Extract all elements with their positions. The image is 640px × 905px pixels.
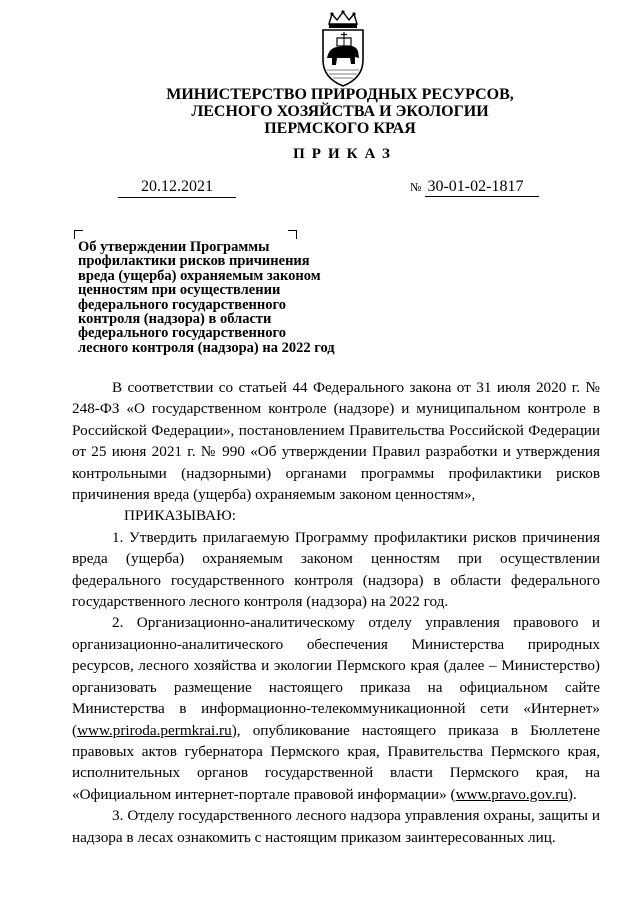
ministry-header <box>120 86 560 137</box>
item-2-text-c: ). <box>567 785 577 803</box>
number-sign: № <box>410 180 422 194</box>
order-item-2 <box>72 612 600 805</box>
subject-corner-left <box>74 230 83 239</box>
order-item-1: 1. Утвердить прилагаемую Программу профилактики рисков причинения вреда (ущерба) охраняемым законом ценностям при осуществлении федерального государственного контроля (надзора) в области федерального государственного лесного контроля (надзора) на 2022 год. <box>72 528 600 611</box>
ministry-name-line-1: МИНИСТЕРСТВО ПРИРОДНЫХ РЕСУРСОВ, <box>166 86 514 103</box>
order-number-block <box>410 178 539 197</box>
order-body <box>72 377 600 848</box>
ministry-name-line-3: ПЕРМСКОГО КРАЯ <box>264 120 416 137</box>
order-date: 20.12.2021 <box>118 178 236 198</box>
preamble-paragraph: В соответствии со статьей 44 Федерального закона от 31 июля 2020 г. № 248-ФЗ «О государственном контроле (надзоре) и муниципальном контроле в Российской Федерации», постановлением Правительства Российской Федерации от 25 июня 2021 г. № 990 «Об утверждении Правил разработки и утверждения контрольными (надзорными) органами программы профилактики рисков причинения вреда (ущерба) охраняемым законом ценностям», <box>72 379 600 504</box>
ministry-name-line-2: ЛЕСНОГО ХОЗЯЙСТВА И ЭКОЛОГИИ <box>191 103 489 120</box>
document-type-title: ПРИКАЗ <box>293 146 397 162</box>
order-number: 30-01-02-1817 <box>425 178 539 197</box>
pravo-portal-link[interactable]: www.pravo.gov.ru <box>455 785 568 803</box>
command-word: ПРИКАЗЫВАЮ: <box>124 507 236 525</box>
subject-corner-right <box>288 230 297 239</box>
order-subject: Об утверждении Программы профилактики рисков причинения вреда (ущерба) охраняемым законом ценностям при осуществлении федерального государственного контроля (надзора) в области федерального государственного лесного контроля (надзора) на 2022 год <box>78 239 335 356</box>
coat-of-arms-icon <box>315 10 371 90</box>
order-item-3: 3. Отделу государственного лесного надзора управления охраны, защиты и надзора в лесах ознакомить с настоящим приказом заинтересованных лиц. <box>72 807 600 846</box>
item-2-text-b: ), опубликование настоящего приказа в Бюллетене правовых актов губернатора Пермского края, Правительства Пермского края, исполнительных органов государственной власти Пермского края, на «Официальном интернет-портале правовой информации» ( <box>72 721 600 803</box>
item-2-text-a: 2. Организационно-аналитическому отделу управления правового и организационно-аналитического обеспечения Министерства природных ресурсов, лесного хозяйства и экологии Пермского края (далее – Министерство) организовать размещение настоящего приказа на официальном сайте Министерства в информационно-телекоммуникационной сети «Интернет» ( <box>72 614 600 739</box>
ministry-site-link[interactable]: www.priroda.permkrai.ru <box>77 721 232 739</box>
